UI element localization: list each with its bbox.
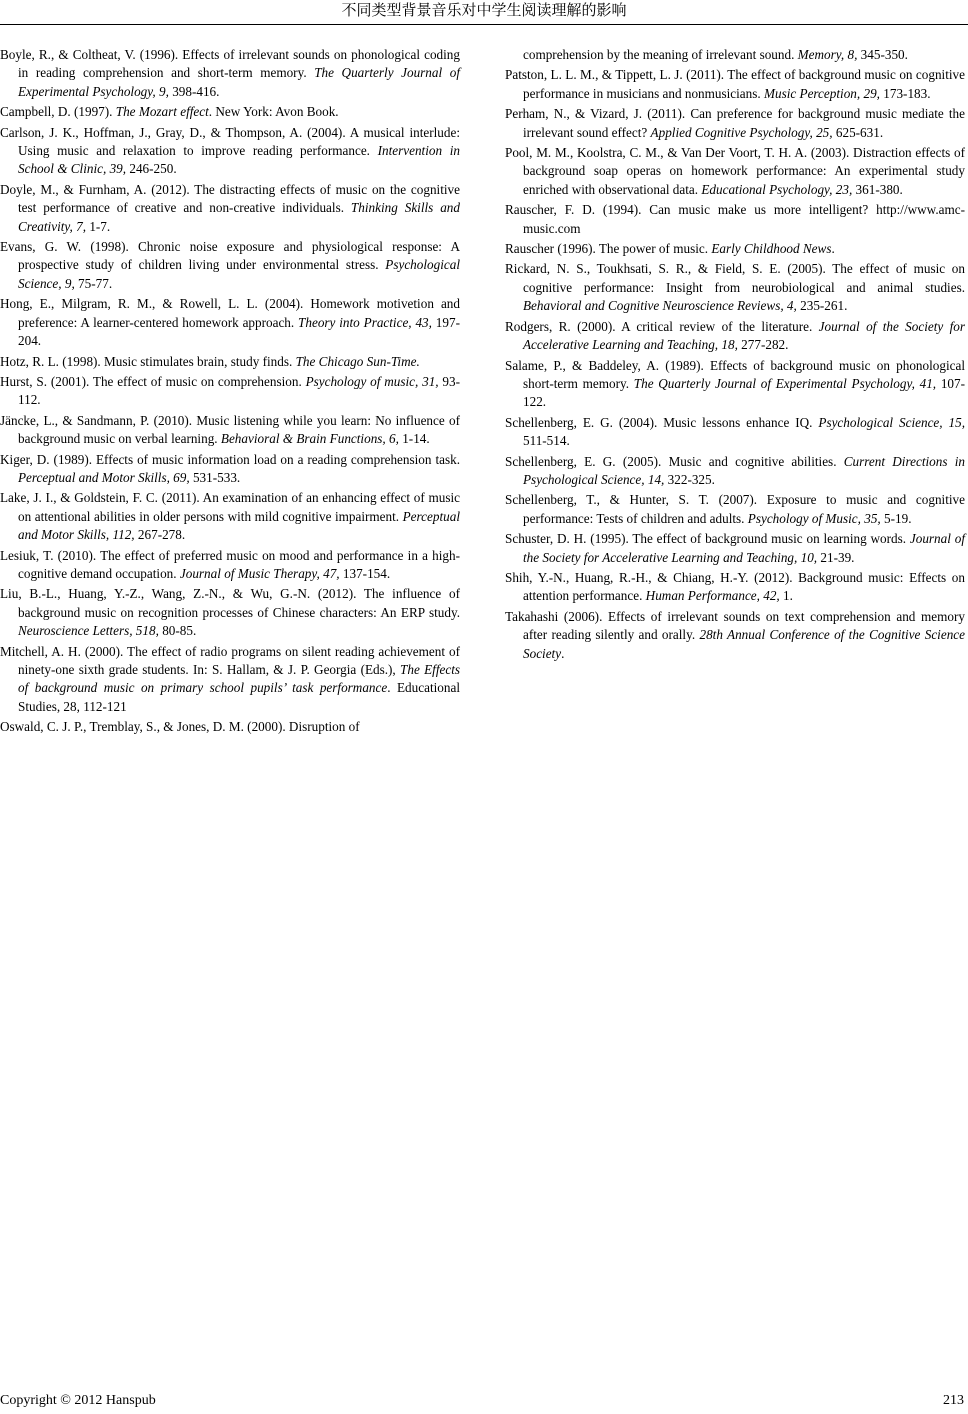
reference-text: Salame, P., & Baddeley, A. (1989). Effects of background music on phonological short-term memory. xyxy=(505,357,965,391)
reference-text: Kiger, D. (1989). Effects of music information load on a reading comprehension task. xyxy=(0,451,460,467)
reference-source: Intervention in School & Clinic, 39, xyxy=(18,143,460,177)
reference-entry xyxy=(0,643,460,717)
reference-entry xyxy=(505,144,965,199)
reference-text: Schellenberg, E. G. (2004). Music lessons enhance IQ. xyxy=(505,414,819,430)
references-left-column xyxy=(0,46,460,739)
reference-pages: 107-122. xyxy=(523,375,965,410)
reference-entry xyxy=(0,585,460,640)
reference-source: Educational Psychology, 23, xyxy=(701,181,853,197)
reference-entry xyxy=(0,489,460,544)
reference-pages: 197-204. xyxy=(18,314,460,349)
reference-text: Boyle, R., & Coltheat, V. (1996). Effects of irrelevant sounds on phonological coding in reading comprehension and short-term memory. xyxy=(0,47,460,81)
reference-source: 28th Annual Conference of the Cognitive Science Society xyxy=(523,627,966,661)
reference-text: Rauscher, F. D. (1994). Can music make us more intelligent? http://www.amc-music.com xyxy=(505,202,965,236)
reference-pages: 75-77. xyxy=(74,275,113,291)
reference-entry xyxy=(0,412,460,449)
reference-entry xyxy=(505,453,965,490)
reference-pages: 173-183. xyxy=(879,85,931,101)
reference-entry xyxy=(0,238,460,293)
reference-entry xyxy=(0,451,460,488)
reference-source: Perceptual and Motor Skills, 112, xyxy=(18,508,460,543)
reference-pages: 511-514. xyxy=(523,433,570,449)
reference-text: Hotz, R. L. (1998). Music stimulates brain, study finds. xyxy=(0,353,296,369)
reference-source: Music Perception, 29, xyxy=(763,85,880,101)
reference-pages: 1. xyxy=(779,588,793,604)
reference-text: Pool, M. M., Koolstra, C. M., & Van Der Voort, T. H. A. (2003). Distraction effects of background soap operas on homework performance: An experimental study enriched with observational data. xyxy=(505,145,965,197)
reference-text: Schellenberg, T., & Hunter, S. T. (2007). Exposure to music and cognitive performance: Tests of children and adults. xyxy=(505,492,965,526)
running-header xyxy=(0,0,968,25)
reference-entry xyxy=(505,318,965,355)
reference-source: The Effects of background music on primary school pupils’ task performance xyxy=(18,662,460,696)
reference-source: Psychology of music, 31, xyxy=(305,373,439,389)
reference-text: Campbell, D. (1997). xyxy=(0,104,116,120)
reference-entry xyxy=(505,569,965,606)
reference-source: Early Childhood News xyxy=(711,241,832,257)
reference-pages: 80-85. xyxy=(158,623,197,639)
reference-text: Shih, Y.-N., Huang, R.-H., & Chiang, H.-Y. (2012). Background music: Effects on attention performance. xyxy=(505,569,965,604)
reference-entry xyxy=(0,46,460,101)
reference-source: Human Performance, 42, xyxy=(645,588,780,604)
reference-text: Takahashi (2006). Effects of irrelevant sounds on text comprehension and memory after reading silently and orally. xyxy=(505,608,965,643)
reference-entry xyxy=(505,530,965,567)
reference-entry xyxy=(0,353,460,371)
reference-source: Current Directions in Psychological Science, 14, xyxy=(523,453,965,487)
reference-text: Schellenberg, E. G. (2005). Music and cognitive abilities. xyxy=(505,453,844,469)
reference-text: Rickard, N. S., Toukhsati, S. R., & Field, S. E. (2005). The effect of music on cognitive performance: Insight from neurobiological and animal studies. xyxy=(505,261,965,295)
reference-pages: 1-7. xyxy=(86,218,111,234)
reference-source: The Mozart effect xyxy=(115,104,209,120)
reference-pages: 531-533. xyxy=(189,469,241,485)
footer-page-number: 213 xyxy=(943,1393,964,1408)
reference-text: Oswald, C. J. P., Tremblay, S., & Jones, D. M. (2000). Disruption of xyxy=(0,719,360,735)
reference-pages: 277-282. xyxy=(737,337,789,353)
reference-entry xyxy=(505,357,965,412)
reference-source: Neuroscience Letters, 518, xyxy=(18,623,159,639)
reference-pages: 235-261. xyxy=(796,298,848,314)
reference-text: Schuster, D. H. (1995). The effect of background music on learning words. xyxy=(505,531,910,547)
reference-source: Memory, 8, xyxy=(797,47,858,62)
reference-source: Psychological Science, 9, xyxy=(18,257,460,291)
reference-text: Hong, E., Milgram, R. M., & Rowell, L. L. (2004). Homework motivetion and preference: A learner-centered homework approach. xyxy=(0,296,460,330)
reference-pages: 398-416. xyxy=(168,83,220,99)
reference-pages: 137-154. xyxy=(339,565,391,581)
reference-text: Rauscher (1996). The power of music. xyxy=(505,241,712,257)
reference-entry xyxy=(0,373,460,410)
reference-source: The Quarterly Journal of Experimental Psychology, 41, xyxy=(633,375,937,391)
reference-pages: . xyxy=(831,241,835,257)
reference-source: Applied Cognitive Psychology, 25, xyxy=(650,124,833,140)
reference-text: Doyle, M., & Furnham, A. (2012). The distracting effects of music on the cognitive test performance of creative and non-creative individuals. xyxy=(0,181,460,216)
reference-source: Perceptual and Motor Skills, 69, xyxy=(18,469,190,485)
reference-text: Evans, G. W. (1998). Chronic noise exposure and physiological response: A prospective study of children living under environmental stress. xyxy=(0,239,460,273)
reference-entry xyxy=(505,608,965,663)
footer-copyright: Copyright © 2012 Hanspub xyxy=(0,1393,156,1408)
reference-entry xyxy=(0,124,460,179)
reference-pages: 21-39. xyxy=(817,549,855,565)
reference-entry xyxy=(505,260,965,315)
reference-text: Hurst, S. (2001). The effect of music on comprehension. xyxy=(0,373,306,389)
reference-pages: 246-250. xyxy=(126,161,177,177)
reference-text: Mitchell, A. H. (2000). The effect of radio programs on silent reading achievement of ninety-one sixth grade students. In: S. Hallam, & J. P. Georgia (Eds.), xyxy=(0,643,460,677)
reference-pages: 1-14. xyxy=(398,431,430,447)
reference-entry xyxy=(505,105,965,142)
reference-source: Journal of the Society for Accelerative Learning and Teaching, 10, xyxy=(523,531,965,565)
reference-pages: . xyxy=(561,645,565,661)
reference-entry xyxy=(505,491,965,528)
references-right-column xyxy=(505,46,965,665)
reference-source: Psychological Science, 15, xyxy=(818,414,965,430)
reference-entry xyxy=(0,103,460,121)
reference-text: Perham, N., & Vizard, J. (2011). Can preference for background music mediate the irrelevant sound effect? xyxy=(505,106,965,140)
reference-source: Behavioral & Brain Functions, 6, xyxy=(220,431,399,447)
reference-entry xyxy=(505,46,965,64)
reference-source: The Chicago Sun-Time. xyxy=(295,353,420,369)
reference-source: Theory into Practice, 43, xyxy=(298,314,432,330)
reference-source: Journal of the Society for Accelerative Learning and Teaching, 18, xyxy=(523,318,966,353)
reference-text: Patston, L. L. M., & Tippett, L. J. (2011). The effect of background music on cognitive performance in musicians and nonmusicians. xyxy=(505,67,965,101)
reference-text: Lake, J. I., & Goldstein, F. C. (2011). An examination of an enhancing effect of music on attentional abilities in older persons with mild cognitive impairment. xyxy=(0,490,460,524)
reference-source: Thinking Skills and Creativity, 7, xyxy=(18,200,460,234)
reference-pages: 267-278. xyxy=(134,527,186,543)
reference-pages: 5-19. xyxy=(880,510,912,526)
reference-source: The Quarterly Journal of Experimental Psychology, 9, xyxy=(18,65,460,99)
reference-source: Behavioral and Cognitive Neuroscience Reviews, 4, xyxy=(523,298,797,314)
reference-entry xyxy=(0,547,460,584)
reference-text: Jäncke, L., & Sandmann, P. (2010). Music listening while you learn: No influence of background music on verbal learning. xyxy=(0,412,460,447)
reference-pages: 93-112. xyxy=(18,373,460,408)
reference-pages: 361-380. xyxy=(852,181,903,197)
reference-text: Rodgers, R. (2000). A critical review of the literature. xyxy=(505,318,819,334)
reference-entry xyxy=(0,181,460,236)
reference-text: comprehension by the meaning of irrelevant sound. xyxy=(523,47,798,62)
reference-entry xyxy=(505,201,965,238)
reference-pages: . New York: Avon Book. xyxy=(208,104,339,120)
reference-pages: 345-350. xyxy=(857,47,908,62)
reference-pages: 322-325. xyxy=(664,471,715,487)
reference-pages: . Educational Studies, 28, 112-121 xyxy=(18,680,460,714)
reference-pages: 625-631. xyxy=(832,124,884,140)
reference-entry xyxy=(0,718,460,736)
reference-entry xyxy=(505,414,965,451)
reference-entry xyxy=(505,240,965,258)
reference-entry xyxy=(0,295,460,350)
reference-text: Carlson, J. K., Hoffman, J., Gray, D., & Thompson, A. (2004). A musical interlude: Using music and relaxation to improve reading performance. xyxy=(0,124,460,159)
reference-source: Psychology of Music, 35, xyxy=(747,510,881,526)
reference-entry xyxy=(505,66,965,103)
reference-text: Liu, B.-L., Huang, Y.-Z., Wang, Z.-N., & Wu, G.-N. (2012). The influence of background music on recognition processes of Chinese characters: An ERP study. xyxy=(0,586,460,620)
reference-text: Lesiuk, T. (2010). The effect of preferred music on mood and performance in a high-cognitive demand occupation. xyxy=(0,547,460,581)
reference-source: Journal of Music Therapy, 47, xyxy=(179,565,340,581)
running-header-title: 不同类型背景音乐对中学生阅读理解的影响 xyxy=(341,3,627,19)
